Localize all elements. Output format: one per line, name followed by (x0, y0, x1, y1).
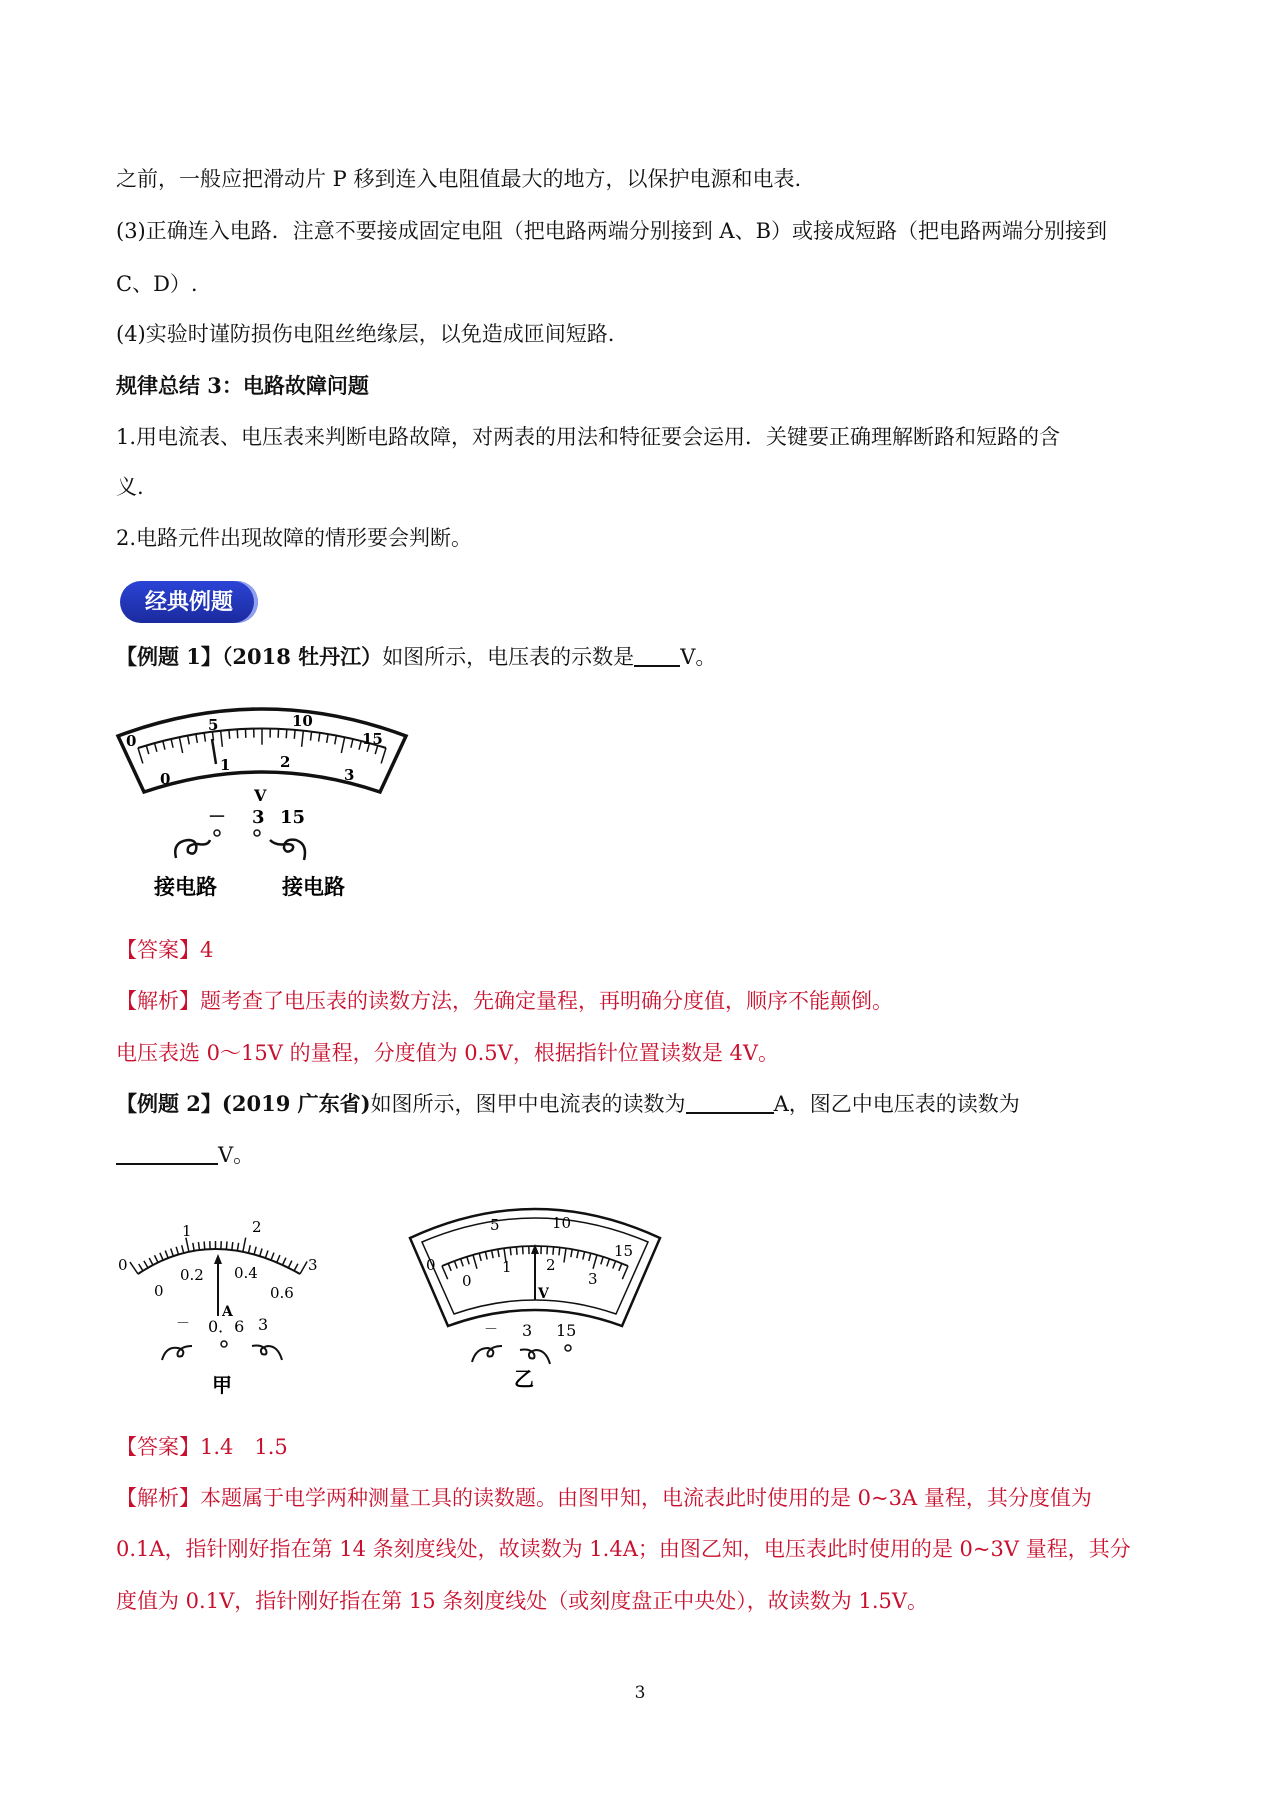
scale-bottom-label: 1 (502, 1258, 512, 1276)
scale-top-label: 0 (126, 732, 137, 750)
terminal-dot (214, 830, 220, 836)
scale-tick (288, 1261, 292, 1268)
scale-tick (139, 1264, 143, 1271)
scale-tick (498, 1249, 499, 1257)
scale-tick (577, 1250, 579, 1258)
wire-left (162, 1346, 192, 1360)
example-2-label: 【例题 2】(2019 广东省) (116, 1091, 371, 1116)
wire-left (472, 1346, 502, 1362)
scale-tick (196, 734, 197, 743)
terminal-label: 3 (258, 1315, 269, 1334)
scale-tick (237, 1243, 238, 1251)
answer-blank (116, 1141, 218, 1165)
scale-tick (442, 1266, 448, 1279)
scale-top-label: 15 (614, 1242, 634, 1260)
answer-label: 【答案】 (116, 938, 200, 962)
scale-tick (559, 1247, 560, 1255)
example-2-text-a: 如图所示，图甲中电流表的读数为 (370, 1092, 686, 1116)
scale-tick (613, 1261, 616, 1268)
analysis-label: 【解析】 (116, 989, 200, 1013)
unit-label: A (222, 1304, 233, 1320)
section-heading: 规律总结 3：电路故障问题 (116, 373, 369, 398)
example-2-analysis-2: 0.1A，指针刚好指在第 14 条刻度线处，故读数为 1.4A；由图乙知，电压表此时使用的是 0~3V 量程，其分 (116, 1537, 1131, 1561)
scale-tick (286, 729, 287, 738)
terminal-dot (254, 830, 260, 836)
wire-right (252, 1346, 282, 1361)
text-line-4: (4)实验时谨防损伤电阻丝绝缘层，以免造成匝间短路. (116, 322, 615, 346)
scale-tick (248, 1245, 250, 1253)
scale-top-label: 3 (308, 1256, 318, 1274)
scale-top-label: 5 (208, 716, 219, 734)
scale-bottom-label: 0 (462, 1272, 472, 1290)
text-line-2: (3)正确连入电路．注意不要接成固定电阻（把电路两端分别接到 A、B）或接成短路（把电路两端分别接到 (116, 219, 1108, 243)
example-1-label: 【例题 1】（2018 牡丹江） (116, 644, 383, 669)
text-line-1: 之前，一般应把滑动片 P 移到连入电阻值最大的地方，以保护电源和电表. (116, 167, 802, 191)
terminal-label: 0．6 (208, 1317, 245, 1336)
scale-tick (155, 743, 157, 752)
terminal-label: 3 (252, 807, 265, 828)
scale-tick (144, 1261, 148, 1268)
scale-bottom-label: 1 (220, 756, 231, 774)
example-1-unit: V。 (680, 645, 717, 669)
voltmeter-figure-2 (402, 1190, 668, 1390)
scale-bottom-label: 0.4 (234, 1264, 258, 1282)
example-1-analysis (116, 985, 893, 1015)
terminal-label: 15 (280, 807, 306, 828)
scale-tick (155, 1255, 158, 1262)
scale-bottom-label: 0.6 (270, 1284, 294, 1302)
text-line-7: 义. (116, 475, 144, 499)
scale-tick (198, 1242, 199, 1250)
scale-tick (485, 1252, 487, 1260)
figure-caption: 甲 (212, 1373, 232, 1397)
example-2-unit: V。 (218, 1143, 255, 1167)
scale-tick (327, 734, 328, 743)
scale-tick (232, 1242, 233, 1250)
scale-tick (359, 741, 361, 750)
scale-tick (381, 748, 386, 763)
scale-tick (589, 1253, 591, 1261)
scale-top-label: 2 (252, 1218, 262, 1236)
scale-tick (149, 1258, 153, 1265)
text-line-8: 2.电路元件出现故障的情形要会判断。 (116, 526, 473, 550)
scale-tick (146, 745, 149, 754)
scale-tick (335, 736, 337, 745)
scale-tick (221, 731, 223, 747)
scale-tick (271, 1253, 274, 1260)
text-line-3: C、D）. (116, 272, 198, 296)
scale-tick (277, 1255, 280, 1262)
ammeter-figure (112, 1208, 332, 1408)
scale-bottom-label: 0 (154, 1282, 164, 1300)
scale-tick (601, 1257, 603, 1265)
answer-value: 4 (200, 938, 214, 962)
scale-tick (593, 1255, 597, 1269)
page-number: 3 (634, 1683, 646, 1703)
voltmeter-figure-1 (112, 694, 412, 916)
answer-label: 【答案】 (116, 1435, 200, 1459)
scale-tick (260, 1248, 262, 1256)
example-2-question-cont (116, 1139, 254, 1169)
scale-top-label: 5 (490, 1216, 500, 1234)
answer-value: 1.4 1.5 (200, 1435, 288, 1459)
terminal-label: － (484, 1322, 498, 1338)
scale-bottom-label: 0 (160, 770, 171, 788)
analysis-text: 题考查了电压表的读数方法，先确定量程，再明确分度值，顺序不能颠倒。 (200, 989, 893, 1013)
scale-top-label: 0 (118, 1256, 128, 1274)
scale-top-label: 0 (426, 1256, 436, 1274)
scale-tick (226, 1241, 227, 1249)
scale-tick (165, 1251, 168, 1258)
scale-tick (171, 1249, 174, 1257)
wire-left (175, 840, 210, 858)
scale-tick (607, 1259, 610, 1267)
example-1-analysis-2: 电压表选 0～15V 的量程，分度值为 0.5V，根据指针位置读数是 4V。 (116, 1041, 780, 1065)
scale-tick (461, 1259, 464, 1267)
scale-tick (622, 1266, 628, 1279)
example-2-answer (116, 1431, 288, 1461)
scale-top-label: 15 (362, 730, 383, 748)
figure-caption: 乙 (514, 1367, 534, 1390)
scale-tick (204, 733, 205, 742)
scale-tick (510, 1247, 511, 1255)
terminal-label: 15 (556, 1321, 577, 1340)
scale-tick (448, 1263, 451, 1270)
scale-tick (492, 1250, 494, 1258)
example-2-analysis-1 (116, 1482, 1092, 1512)
analysis-label: 【解析】 (116, 1486, 200, 1510)
scale-tick (237, 729, 238, 738)
example-1-text: 如图所示，电压表的示数是 (382, 645, 635, 669)
scale-bottom-label: 2 (546, 1256, 556, 1274)
scale-tick (283, 1258, 286, 1265)
scale-tick (176, 1247, 178, 1255)
scale-tick (302, 731, 304, 747)
scale-top-label: 1 (182, 1222, 192, 1240)
analysis-text: 本题属于电学两种测量工具的读数题。由图甲知，电流表此时使用的是 0~3A 量程，其分度值为 (200, 1486, 1092, 1510)
text-line-6: 1.用电流表、电压表来判断电路故障，对两表的用法和特征要会运用．关键要正确理解断路和短路的含 (116, 425, 1061, 449)
scale-tick (138, 748, 143, 763)
answer-blank (686, 1090, 774, 1114)
scale-tick (319, 733, 320, 742)
scale-tick (583, 1252, 585, 1260)
scale-tick (454, 1261, 457, 1268)
scale-tick (171, 739, 173, 748)
scale-tick (130, 1262, 138, 1274)
scale-tick (467, 1257, 469, 1265)
scale-bottom-label: 3 (344, 766, 355, 784)
terminal-dot (565, 1345, 571, 1351)
needle (212, 739, 216, 764)
example-2-analysis-3: 度值为 0.1V，指针刚好指在第 15 条刻度线处（或刻度盘正中央处），故读数为 1.5V。 (116, 1589, 929, 1613)
caption-connect-right: 接电路 (282, 874, 345, 899)
scale-tick (473, 1255, 477, 1269)
terminal-label: － (208, 807, 226, 828)
example-1-answer (116, 934, 213, 964)
scale-tick (516, 1247, 517, 1255)
example-2-text-b: A，图乙中电压表的读数为 (773, 1092, 1020, 1116)
terminal-label: － (176, 1316, 190, 1332)
example-2-question (116, 1088, 1020, 1118)
scale-top-label: 10 (552, 1214, 572, 1232)
scale-bottom-label: 0.2 (180, 1266, 204, 1284)
scale-tick (160, 1253, 163, 1260)
scale-tick (300, 1261, 307, 1274)
caption-connect-left: 接电路 (154, 874, 217, 899)
terminal-dot (221, 1341, 227, 1347)
answer-blank (634, 643, 680, 667)
scale-bottom-label: 3 (588, 1270, 598, 1288)
scale-tick (229, 730, 230, 739)
scale-tick (254, 1247, 256, 1255)
scale-tick (571, 1249, 572, 1257)
scale-tick (479, 1253, 481, 1261)
example-1-question (116, 641, 716, 671)
scale-tick (351, 739, 353, 748)
unit-label: V (538, 1286, 549, 1302)
scale-tick (310, 732, 311, 741)
scale-tick (188, 736, 190, 745)
scale-tick (204, 1241, 205, 1249)
scale-tick (341, 737, 344, 753)
scale-tick (619, 1263, 622, 1270)
scale-tick (553, 1247, 554, 1255)
classic-examples-badge: 经典例题 (120, 581, 258, 623)
wire-right (270, 840, 305, 860)
scale-tick (179, 737, 182, 753)
scale-tick (243, 1238, 246, 1252)
scale-tick (182, 1245, 184, 1253)
scale-tick (193, 1243, 194, 1251)
terminal-label: 3 (522, 1321, 533, 1340)
scale-bottom-label: 2 (280, 753, 291, 771)
scale-tick (163, 741, 165, 750)
scale-tick (265, 1250, 268, 1258)
scale-tick (294, 730, 295, 739)
unit-label: V (254, 786, 267, 805)
scale-tick (294, 1264, 298, 1271)
wire-mid (520, 1350, 550, 1365)
needle-tip (214, 1254, 222, 1264)
scale-top-label: 10 (292, 712, 313, 730)
scale-tick (564, 1248, 566, 1262)
